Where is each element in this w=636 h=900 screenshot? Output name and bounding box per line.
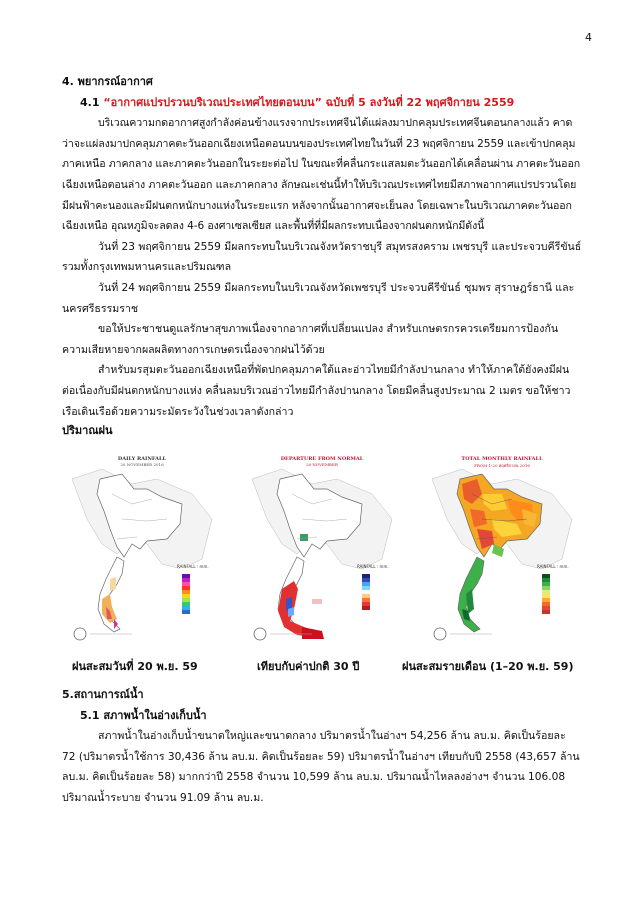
map-2-legend-title: RAINFALL : mm. [357,564,389,569]
map-1-subtitle: 20 NOVEMBER 2016 [120,462,164,467]
map-captions [62,657,582,677]
paragraph-forecast: บริเวณความกดอากาศสูงกำลังค่อนข้างแรงจากประเทศจีนได้แผ่ลงมาปกคลุมประเทศจีนตอนกลางแล้ว คาดว่าจะแผ่ลงมาปกคลุมภาคตะวันออกเฉียงเหนือตอนบนของประเทศไทยในวันที่ 23 พฤศจิกายน 2559 และเข้าปกคลุมภาคเหนือ ภาคกลาง และภาคตะวันออกในระยะต่อไป ในขณะที่คลื่นกระแสลมตะวันออกได้เคลื่อนผ่าน ภาคตะวันออกเฉียงเหนือตอนล่าง ภาคตะวันออก และภาคกลาง ลักษณะเช่นนี้ทำให้บริเวณประเทศไทยมีสภาพอากาศแปรปรวนโดยมีฝนฟ้าคะนองและมีฝนตกหนักบางแห่งในระยะแรก หลังจากนั้นอากาศจะเย็นลง โดยเฉพาะในบริเวณภาคตะวันออกเฉียงเหนือ อุณหภูมิจะลดลง 4-6 องศาเซลเซียส และพื้นที่ที่มีผลกระทบเนื่องจากฝนตกหนักมีดังนี้ [62,117,581,233]
section-5-heading: 5.สถานการณ์น้ำ [62,688,144,701]
thailand-monthly-rainfall-map [422,449,582,649]
rainfall-label: ปริมาณฝน [62,424,113,438]
section-4 [62,72,582,442]
section-4-1-number: 4.1 [80,95,100,109]
section-4-1-heading [80,93,582,114]
map-daily-rainfall [62,449,222,649]
paragraph-monsoon: สำหรับมรสุมตะวันออกเฉียงเหนือที่พัดปกคลุมภาคใต้และอ่าวไทยมีกำลังปานกลาง ทำให้ภาคใต้ยังคงมีฝนต่อเนื่องกับมีฝนตกหนักบางแห่ง คลื่นลมบริเวณอ่าวไทยมีกำลังปานกลาง โดยมีคลื่นสูงประมาณ 2 เมตร ขอให้ชาวเรือเดินเรือด้วยความระมัดระวังในช่วงเวลาดังกล่าว [62,364,571,418]
map-1-legend-title: RAINFALL : mm. [177,564,209,569]
rainfall-maps [62,449,582,659]
map-3-legend-title: RAINFALL : mm. [537,564,569,569]
map-3-title: TOTAL MONTHLY RAINFALL [461,456,543,462]
map-2-subtitle: 20 NOVEMBER [306,462,338,467]
map-1-title: DAILY RAINFALL [117,456,167,462]
paragraph-nov-23: วันที่ 23 พฤศจิกายน 2559 มีผลกระทบในบริเวณจังหวัดราชบุรี สมุทรสงคราม เพชรบุรี และประจวบคีรีขันธ์ รวมทั้งกรุงเทพมหานครและปริมณฑล [62,240,582,274]
map-3-subtitle: FROM 1-20 พฤศจิกายน 2016 [474,463,530,468]
section-4-1-title: “อากาศแปรปรวนบริเวณประเทศไทยตอนบน” ฉบับที่ 5 ลงวันที่ 22 พฤศจิกายน 2559 [103,95,515,109]
thailand-daily-rainfall-map [62,449,222,649]
section-4-heading: 4. พยากรณ์อากาศ [62,75,153,88]
paragraph-advice: ขอให้ประชาชนดูแลรักษาสุขภาพเนื่องจากอากาศที่เปลี่ยนแปลง สำหรับเกษตรกรควรเตรียมการป้องกันความเสียหายจากผลผลิตทางการเกษตรเนื่องจากฝนไว้ด้วย [62,323,559,356]
page-number: 4 [585,31,592,44]
section-5 [62,685,582,809]
section-5-1-heading: 5.1 สภาพน้ำในอ่างเก็บน้ำ [80,708,207,722]
caption-monthly: ฝนสะสมรายเดือน (1–20 พ.ย. 59) [402,660,574,673]
thailand-departure-map [242,449,402,649]
paragraph-nov-24: วันที่ 24 พฤศจิกายน 2559 มีผลกระทบในบริเวณจังหวัดเพชรบุรี ประจวบคีรีขันธ์ ชุมพร สุราษฎร์ธานี และนครศรีธรรมราช [62,281,575,315]
map-total-monthly-rainfall [422,449,582,649]
caption-daily: ฝนสะสมวันที่ 20 พ.ย. 59 [72,660,198,673]
map-departure-from-normal [242,449,402,649]
paragraph-reservoir: สภาพน้ำในอ่างเก็บน้ำขนาดใหญ่และขนาดกลาง ปริมาตรน้ำในอ่างฯ 54,256 ล้าน ลบ.ม. คิดเป็นร้อยละ 72 (ปริมาตรน้ำใช้การ 30,436 ล้าน ลบ.ม. คิดเป็นร้อยละ 59) ปริมาตรน้ำในอ่างฯ เทียบกับปี 2558 (43,657 ล้าน ลบ.ม. คิดเป็นร้อยละ 58) มากกว่าปี 2558 จำนวน 10,599 ล้าน ลบ.ม. ปริมาณน้ำไหลลงอ่างฯ จำนวน 106.08 ปริมาณน้ำระบาย จำนวน 91.09 ล้าน ลบ.ม. [62,730,580,804]
caption-departure: เทียบกับค่าปกติ 30 ปี [257,660,360,673]
map-2-title: DEPARTURE FROM NORMAL [280,456,364,462]
